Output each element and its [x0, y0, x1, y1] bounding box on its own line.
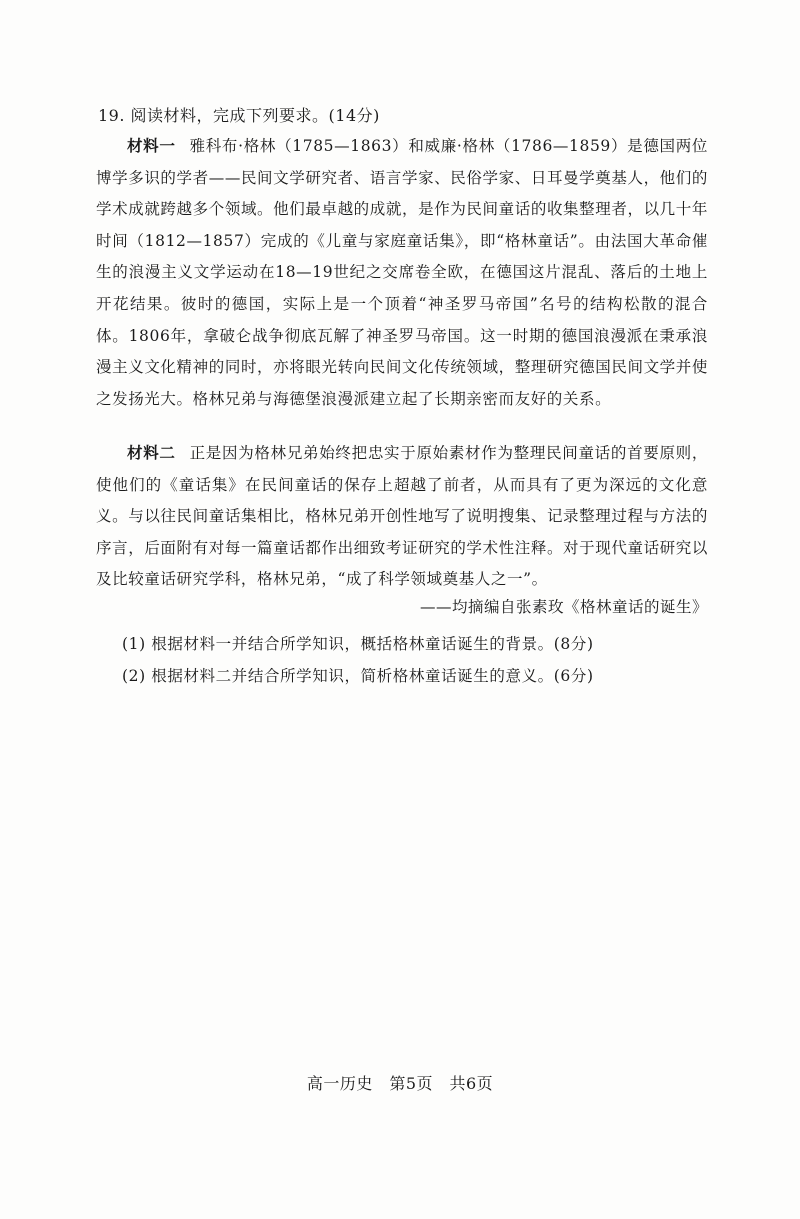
material-one — [96, 130, 708, 415]
task-item-1: (1) 根据材料一并结合所学知识，概括格林童话诞生的背景。(8分) — [122, 635, 594, 653]
task-item-2: (2) 根据材料二并结合所学知识，简析格林童话诞生的意义。(6分) — [122, 667, 594, 685]
material-two-label: 材料二 — [127, 443, 176, 462]
material-two-text: 正是因为格林兄弟始终把忠实于原始素材作为整理民间童话的首要原则，使他们的《童话集》在民间童话的保存上超越了前者，从而具有了更为深远的文化意义。与以往民间童话集相比，格林兄弟开创性地写了说明搜集、记录整理过程与方法的序言，后面附有对每一篇童话都作出细致考证研究的学术性注释。对于现代童话研究以及比较童话研究学科，格林兄弟，“成了科学领域奠基人之一”。 — [96, 444, 708, 589]
source-citation: ——均摘编自张素玫《格林童话的诞生》 — [419, 598, 708, 616]
material-one-text: 雅科布·格林（1785—1863）和威廉·格林（1786—1859）是德国两位博学多识的学者——民间文学研究者、语言学家、民俗学家、日耳曼学奠基人，他们的学术成就跨越多个领域。他们最卓越的成就，是作为民间童话的收集整理者，以几十年时间（1812—1857）完成的《儿童与家庭童话集》，即“格林童话”。由法国大革命催生的浪漫主义文学运动在18—19世纪之交席卷全欧，在德国这片混乱、落后的土地上开花结果。彼时的德国，实际上是一个顶着“神圣罗马帝国”名号的结构松散的混合体。1806年，拿破仑战争彻底瓦解了神圣罗马帝国。这一时期的德国浪漫派在秉承浪漫主义文化精神的同时，亦将眼光转向民间文化传统领域，整理研究德国民间文学并使之发扬光大。格林兄弟与海德堡浪漫派建立起了长期亲密而友好的关系。 — [96, 137, 708, 408]
material-two — [96, 437, 708, 596]
question-header: 19. 阅读材料，完成下列要求。(14分) — [98, 106, 380, 125]
material-one-label: 材料一 — [127, 136, 176, 155]
page-footer: 高一历史 第5页 共6页 — [306, 1074, 494, 1093]
